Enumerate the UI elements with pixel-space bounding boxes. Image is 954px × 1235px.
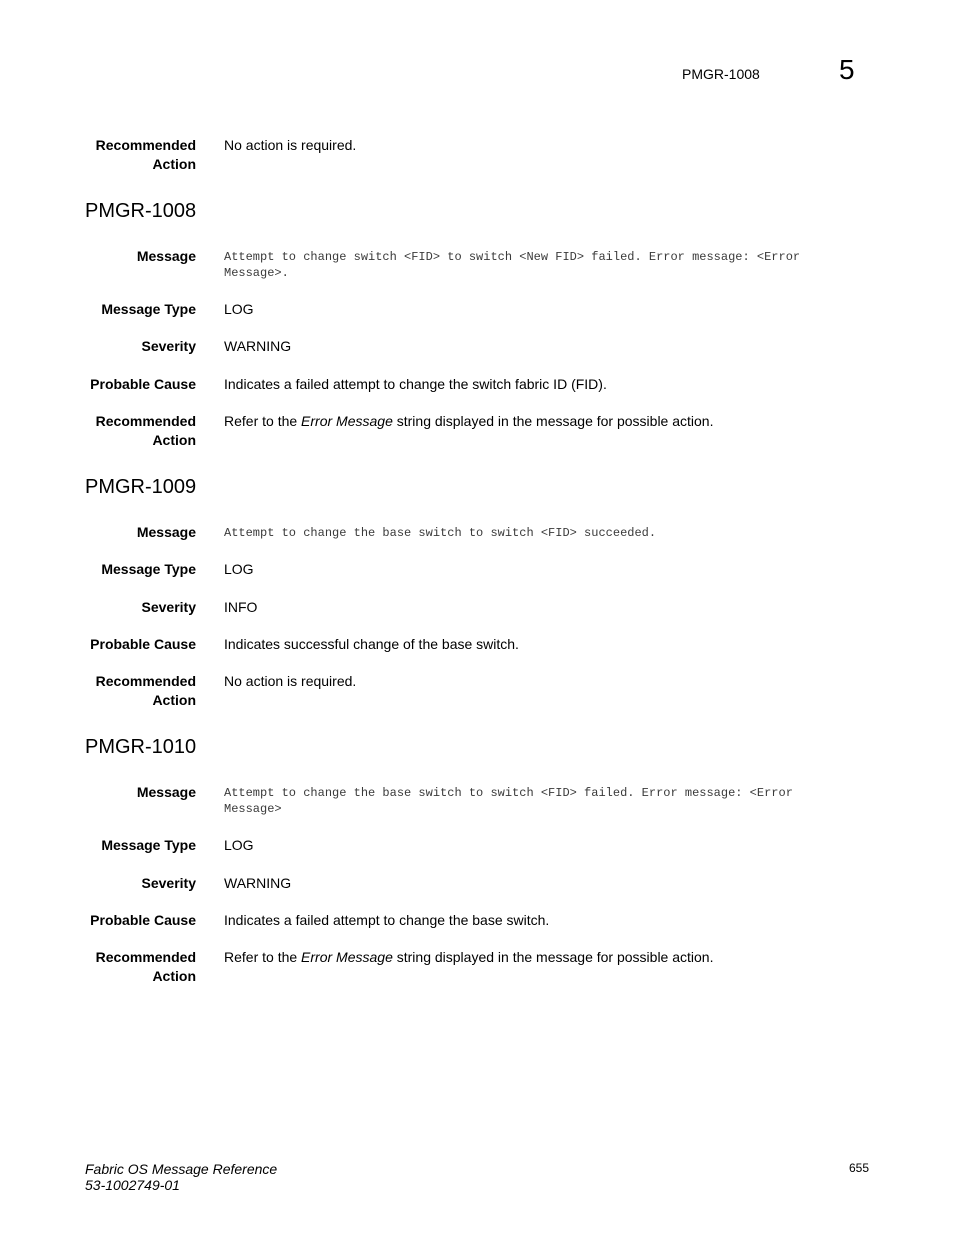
- message-type-label: Message Type: [101, 561, 196, 577]
- running-header-title: PMGR-1008: [682, 66, 760, 82]
- message-type-value: LOG: [224, 837, 254, 853]
- recommended-action-value: No action is required.: [224, 137, 357, 153]
- recommended-action-label: Recommended Action: [95, 137, 196, 172]
- message-type-value: LOG: [224, 301, 254, 317]
- message-type-label: Message Type: [101, 301, 196, 317]
- section-title-pmgr-1010: PMGR-1010: [85, 736, 197, 758]
- message-label: Message: [136, 784, 196, 800]
- recommended-action-value: No action is required.: [224, 673, 357, 689]
- page-number: 655: [849, 1161, 870, 1175]
- recommended-action-label: Recommended Action: [95, 949, 196, 984]
- message-value: Attempt to change the base switch to switch <FID> failed. Error message: <Error Message>: [224, 786, 793, 816]
- probable-cause-label: Probable Cause: [90, 376, 196, 392]
- chapter-number: 5: [839, 54, 855, 85]
- message-type-label: Message Type: [101, 837, 196, 853]
- section-title-pmgr-1008: PMGR-1008: [85, 200, 197, 222]
- footer-doc-id: 53-1002749-01: [85, 1177, 180, 1193]
- recommended-action-value: Refer to the Error Message string displayed in the message for possible action.: [224, 949, 714, 965]
- probable-cause-value: Indicates successful change of the base switch.: [224, 636, 519, 652]
- severity-value: INFO: [224, 599, 258, 615]
- message-value: Attempt to change switch <FID> to switch <New FID> failed. Error message: <Error Message>.: [224, 250, 801, 280]
- probable-cause-label: Probable Cause: [90, 912, 196, 928]
- section-title-pmgr-1009: PMGR-1009: [85, 476, 197, 498]
- footer-book-title: Fabric OS Message Reference: [85, 1161, 278, 1177]
- probable-cause-value: Indicates a failed attempt to change the switch fabric ID (FID).: [224, 376, 607, 392]
- message-type-value: LOG: [224, 561, 254, 577]
- severity-label: Severity: [141, 338, 196, 354]
- probable-cause-value: Indicates a failed attempt to change the base switch.: [224, 912, 550, 928]
- recommended-action-value: Refer to the Error Message string displayed in the message for possible action.: [224, 413, 714, 429]
- recommended-action-label: Recommended Action: [95, 413, 196, 448]
- message-value: Attempt to change the base switch to switch <FID> succeeded.: [224, 526, 657, 540]
- severity-label: Severity: [141, 875, 196, 891]
- severity-value: WARNING: [224, 875, 292, 891]
- recommended-action-label: Recommended Action: [95, 673, 196, 708]
- severity-value: WARNING: [224, 338, 292, 354]
- message-label: Message: [136, 524, 196, 540]
- message-label: Message: [136, 248, 196, 264]
- severity-label: Severity: [141, 599, 196, 615]
- probable-cause-label: Probable Cause: [90, 636, 196, 652]
